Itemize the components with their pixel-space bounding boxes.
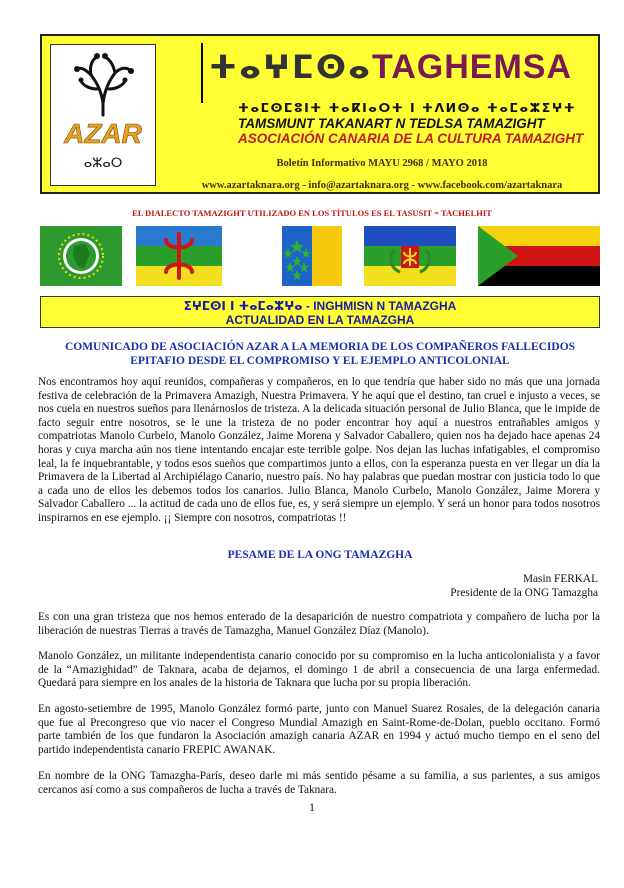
flag-canarian-independence xyxy=(252,226,342,286)
flag-amazigh xyxy=(136,226,222,286)
section-title-tamazight: - INGHMISN N TAMAZGHA xyxy=(302,299,457,313)
section-title-tifinagh: ⵉⵖⵎⵙⵏ ⵏ ⵜⴰⵎⴰⵣⵖⴰ xyxy=(183,299,303,313)
bulletin-info: Boletín Informativo MAYU 2968 / MAYO 2018 xyxy=(276,158,488,169)
section-title-spanish: ACTUALIDAD EN LA TAMAZGHA xyxy=(225,313,415,327)
subtitle-tamazight: TAMSMUNT TAKANART N TEDLSA TAMAZIGHT xyxy=(238,116,545,131)
article2-paragraph-2: Manolo González, un militante independentista canario conocido por su compromiso en la lucha anticolonialista y a favor de la “Amazighidad” de Taknara, acaba de dejarnos, el domingo 1 de abril a consecuencia de una larga enfermedad. Quedará para siempre en los anales de la historia de Taknara que lucha por su propia liberación. xyxy=(38,650,600,690)
article1-title-line1: COMUNICADO DE ASOCIACIÓN AZAR A LA MEMORIA DE LOS COMPAÑEROS FALLECIDOS xyxy=(64,341,576,353)
article2-paragraph-1: Es con una gran tristeza que nos hemos enterado de la desaparición de nuestro compatriota y compañero de lucha por la liberación de nuestras Tierras a través de Tamazgha, Manuel González Díaz (Manolo). xyxy=(38,611,600,637)
logo-tifinagh: ⴰⵣⴰⵔ xyxy=(83,156,123,171)
flag-african-union xyxy=(40,226,122,286)
article1-title-line2: EPITAFIO DESDE EL COMPROMISO Y EL EJEMPLO ANTICOLONIAL xyxy=(130,355,510,367)
dialect-note: EL DIALECTO TAMAZIGHT UTILIZADO EN LOS TÍTULOS ES EL TASUSIT = TACHELHIT xyxy=(132,208,492,218)
logo-text: AZAR xyxy=(64,118,142,149)
flag-kabyle xyxy=(364,226,456,286)
article1-title xyxy=(40,340,600,368)
signature-role: Presidente de la ONG Tamazgha xyxy=(450,586,598,599)
title-divider xyxy=(201,43,203,103)
article2-paragraph-3: En agosto-setiembre de 1995, Manolo González formó parte, junto con Manuel Suarez Rosales, de la delegación canaria que fue al Precongreso que vio nacer el Congreso Mundial Amazigh en Saint-Rome-de-Dolan, pueblo occitano. Formó parte también de los que fundaron la Asociación amazigh canaria AZAR en 1994 y actuó mucho tiempo en el seno del partido independentista canario FREPIC AWANAK. xyxy=(38,703,600,756)
article2-title: PESAME DE LA ONG TAMAZGHA xyxy=(227,549,413,561)
article2-paragraph-4: En nombre de la ONG Tamazgha-París, deseo darle mi más sentido pésame a su familia, a sus parientes, a sus amigos cercanos así como a sus compañeros de lucha a través de Taknara. xyxy=(38,770,600,796)
signature xyxy=(450,573,598,600)
section-banner xyxy=(40,296,600,328)
azar-logo xyxy=(50,44,156,186)
page-number: 1 xyxy=(309,800,315,814)
subtitle-tifinagh: ⵜⴰⵎⵙⵎⵓⵏⵜ ⵜⴰⴽⵏⴰⵔⵜ ⵏ ⵜⴷⵍⵙⴰ ⵜⴰⵎⴰⵣⵉⵖⵜ xyxy=(238,100,577,115)
title-tifinagh: ⵜⴰⵖⵎⵙⴰ xyxy=(209,48,373,86)
article1-body: Nos encontramos hoy aquí reunidos, compañeras y compañeros, en lo que tendría que haber sido no más que una jornada festiva de celebración de la Primavera Amazigh, Nuestra Primavera. Y he aquí que el destino, tan cruel e injusto a veces, se nos cuela en nuestros sueños para llenárnoslos de tristeza. A la delicada situación personal de Julio Blanca, que le impide de facto seguir entre nosotros, se le une la tristeza de no poder encontrar hoy aquí a nuestros entrañables amigos y compatriotas Manolo Curbelo, Manolo González, Jaime Morena y Salvador Caballero, quien nos ha dejado hace apenas 24 horas y cuya marcha aún nos tiene intentando encajar este terrible golpe. Nos dejan las luchas infatigables, el compromiso leal, la fe inquebrantable, y todos esos sueños que compartimos junto a ellos, con la esperanza puesta en ver llegar un día la Primavera de la Libertad al Archipiélago Canario, nuestro país. No hay palabras que puedan mostrar con justicia todo lo que a cada uno de ellos les debemos todos los canarios. Julio Blanca, Manolo Curbelo, Manolo González, Jaime Morera y Salvador Caballero ... la actitud de cada uno de ellos fue, es, y será siempre un ejemplo. Y será un honor para todos nosotros inspirarnos en ese ejemplo. ¡¡ Siempre con nosotros, compatriotas !! xyxy=(38,376,600,524)
subtitle-spanish: ASOCIACIÓN CANARIA DE LA CULTURA TAMAZIGHT xyxy=(238,131,584,146)
header-banner xyxy=(40,34,600,194)
contact-links[interactable]: www.azartaknara.org - info@azartaknara.org - www.facebook.com/azartaknara xyxy=(201,180,563,191)
flag-rif xyxy=(478,226,600,286)
signature-name: Masin FERKAL xyxy=(522,573,598,585)
section-title-line1 xyxy=(41,299,599,313)
page-title: TAGHEMSA xyxy=(372,48,573,86)
